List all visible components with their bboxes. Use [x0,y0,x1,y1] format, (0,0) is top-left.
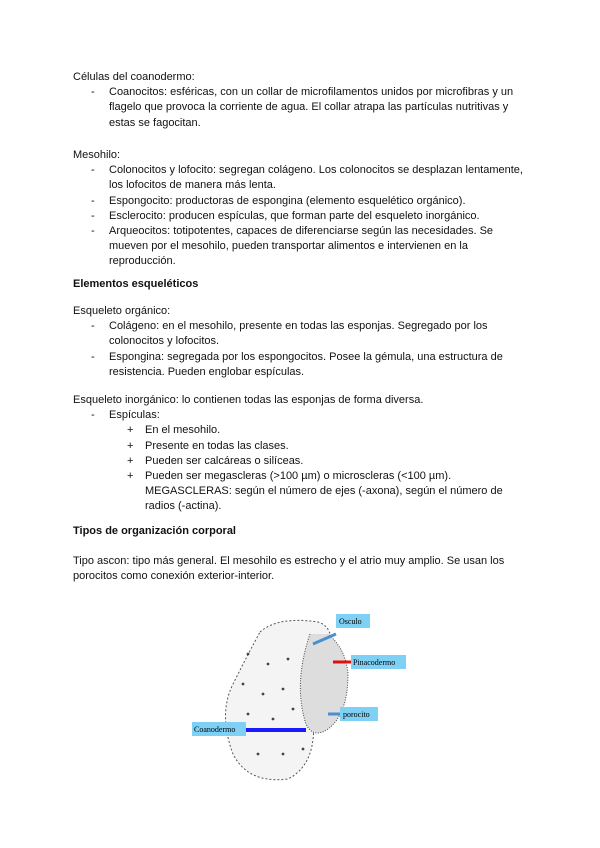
section-title: Mesohilo: [73,149,121,161]
list-item [73,350,533,380]
heading-tipos: Tipos de organización corporal [73,525,236,537]
item-text: Coanocitos: esféricas, con un collar de microfilamentos unidos por microfibras y un flagelo que provoca la corriente de agua. El collar atrapa las partículas nutritivas y estas se fagocitan. [109,86,514,129]
item-text: Presente en todas las clases. [145,439,289,452]
item-text: Pueden ser calcáreas o silíceas. [145,454,304,467]
osculo-label: Osculo [339,617,362,626]
list-item [73,408,533,423]
section-organico [73,304,533,380]
list-item [73,194,533,209]
list-item [73,319,533,349]
item-text: En el mesohilo. [145,424,221,437]
section-inorganico [73,393,533,515]
porocito-label: porocito [343,710,370,719]
sub-list-item [73,469,535,515]
section-title: Esqueleto inorgánico: lo contienen todas las esponjas de forma diversa. [73,394,424,406]
plus-marker: + [127,454,134,467]
dash-marker: - [91,225,95,238]
item-text: Arqueocitos: totipotentes, capaces de diferenciarse según las necesidades. Se mueven por el mesohilo, pueden transportar alimentos e intervienen en la reproducción. [109,225,494,268]
sub-list-item [73,454,533,469]
dash-marker: - [91,194,95,207]
item-text: Pueden ser megascleras (>100 µm) o microscleras (<100 µm). MEGASCLERAS: según el número de ejes (-axona), según el número de radios (-actina). [145,470,503,513]
dash-marker: - [91,350,95,363]
coanodermo-label: Coanodermo [194,725,236,734]
dash-marker: - [91,209,95,222]
section-title: Células del coanodermo: [73,71,195,83]
dash-marker: - [91,320,95,333]
item-text: Espículas: [109,409,160,422]
item-text: Espongina: segregada por los espongocitos. Posee la gémula, una estructura de resistencia. Pueden englobar espículas. [109,350,503,378]
section-title: Esqueleto orgánico: [73,305,171,317]
plus-marker: + [127,424,134,437]
plus-marker: + [127,439,134,452]
section-mesohilo [73,148,533,270]
list-item [73,209,533,224]
item-text: Colágeno: en el mesohilo, presente en todas las esponjas. Segregado por los colonocitos y lofocitos. [109,320,488,348]
paragraph-ascon: Tipo ascon: tipo más general. El mesohilo es estrecho y el atrio muy amplio. Se usan los porocitos como conexión exterior-interior. [73,555,505,583]
plus-marker: + [127,470,134,483]
dash-marker: - [91,164,95,177]
pinacodermo-label: Pinacodermo [353,658,396,667]
item-text: Espongocito: productoras de espongina (elemento esquelético orgánico). [109,194,466,207]
list-item [73,163,533,193]
sub-list-item [73,423,533,438]
ascon-sponge-figure [188,604,418,786]
item-text: Esclerocito: producen espículas, que forman parte del esqueleto inorgánico. [109,209,480,222]
item-text: Colonocitos y lofocito: segregan colágeno. Los colonocitos se desplazan lentamente, los lofocitos de manera más lenta. [109,164,523,192]
dash-marker: - [91,86,95,99]
list-item [73,224,533,270]
dash-marker: - [91,409,95,422]
section-coanodermo [73,70,533,131]
sub-list-item [73,439,533,454]
heading-elementos: Elementos esqueléticos [73,278,199,290]
list-item [73,85,533,131]
